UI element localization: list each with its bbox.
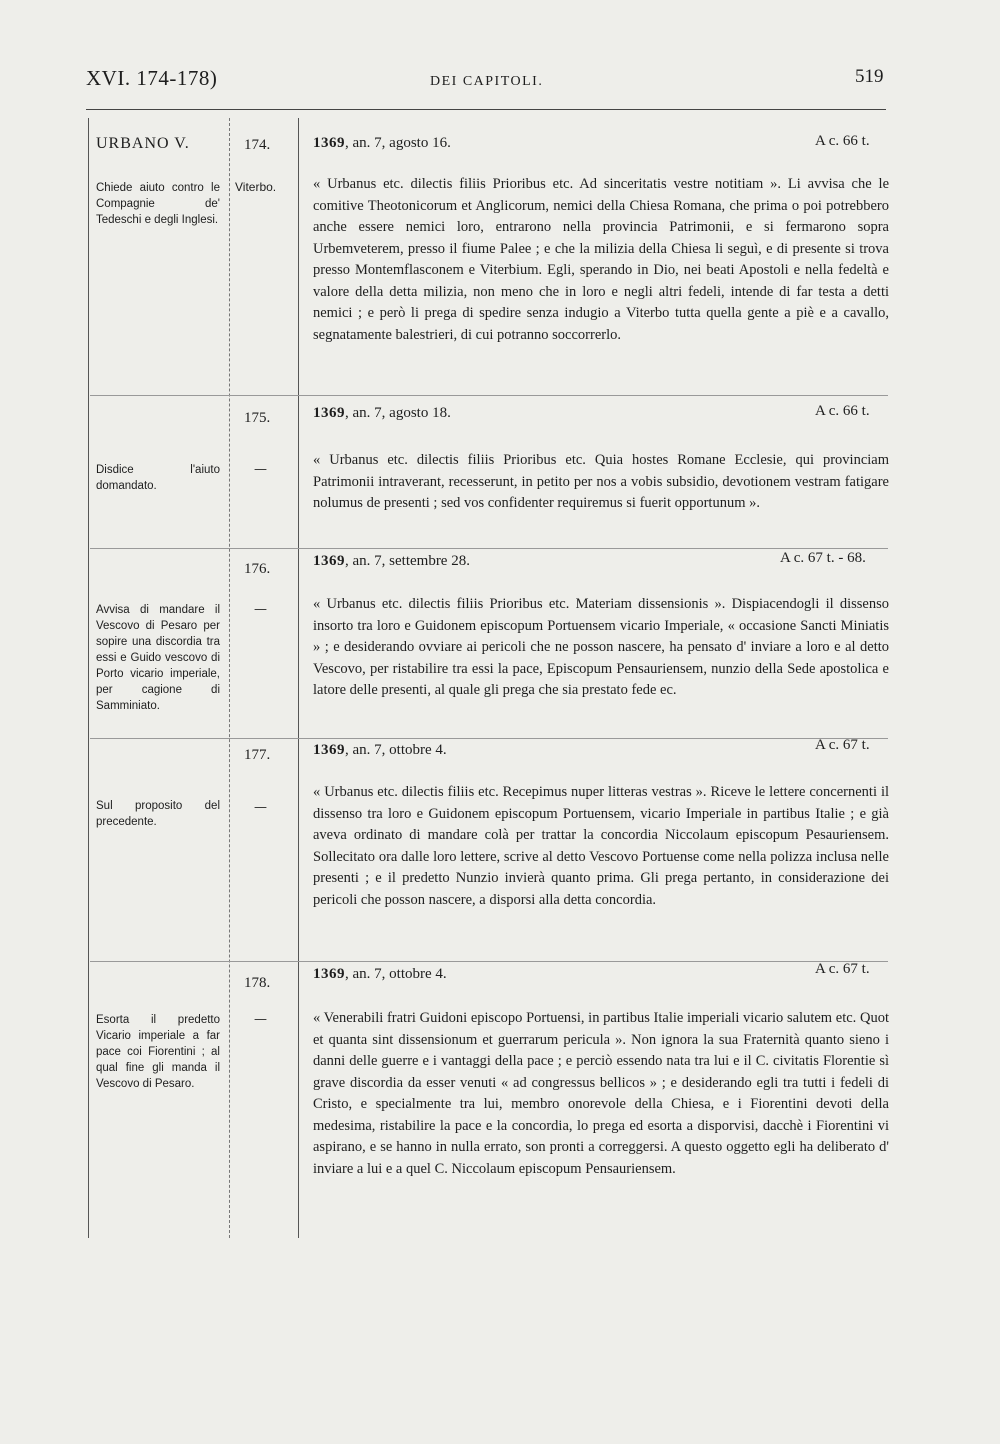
entry-year: 1369 [313, 966, 345, 982]
entry-divider [90, 548, 888, 549]
entry-date-detail: , an. 7, ottobre 4. [345, 966, 447, 982]
entry-date [313, 553, 470, 570]
entry-number: 176. [244, 561, 271, 577]
entry-date [313, 742, 447, 759]
entry-archive-ref: A c. 67 t. [815, 961, 870, 977]
entry-archive-ref: A c. 67 t. [815, 737, 870, 753]
margin-note: Chiede aiuto contro le Compagnie de' Tedeschi e degli Inglesi. [96, 182, 220, 226]
header-title: DEI CAPITOLI. [430, 74, 544, 89]
entry-divider [90, 395, 888, 396]
entry-place: — [254, 800, 267, 815]
entry-year: 1369 [313, 405, 345, 421]
entry-divider [90, 961, 888, 962]
margin-note: Sul proposito del precedente. [96, 800, 220, 828]
entry-text: « Venerabili fratri Guidoni episcopo Portuensi, in partibus Italie imperiali vicario salutem etc. Quot et quanta sint dissensionum et guerrarum pericula ». Non ignora la sua Fraternità quanto sieno i danni delle guerre e i vantaggi della pace ; e perciò essendo nata tra lui e il C. civitatis Florentie sì grave discordia da esser venuti « ad congressus bellicos » ; e desiderando egli tra tutti i fedeli di Cristo, e specialmente tra lui, membro onorevole della Chiesa, e i Fiorentini devoti della medesima, ristabilire la pace e la concordia, lo prega ed esorta a disporvisi, dacchè i Fiorentini vi aspirano, e se hanno in nulla errato, son pronti a correggersi. A questo oggetto egli ha deliberato d' inviare a lui e a quel C. Niccolaum episcopum Pensauriensem. [313, 1010, 889, 1177]
entry-text: « Urbanus etc. dilectis filiis etc. Recepimus nuper litteras vestras ». Riceve le lettere concernenti il dissenso tra loro e Guidonem episcopum Portuensem, vicario Imperiale in partibus Italie ; e già aveva ordinato di mandare colà per trattar la concordia Niccolaum episcopum Pesauriensem. Sollecitato ora dalle loro lettere, scrive al detto Vescovo Portuense come nella polizza inclusa nelle presenti ; e il predetto Nunzio invierà quanto prima. Gli prega pertanto, in considerazione dei pericoli che posson nascere, a disporsi alla detta concordia. [313, 784, 889, 908]
entry-archive-ref: A c. 66 t. [815, 403, 870, 419]
margin-note: Esorta il predetto Vicario imperiale a far pace coi Fiorentini ; al qual fine gli manda il Vescovo di Pesaro. [96, 1014, 220, 1090]
entry-date-detail: , an. 7, agosto 16. [345, 135, 451, 151]
entry-date [313, 135, 451, 152]
page-number: 519 [855, 66, 884, 87]
entry-year: 1369 [313, 553, 345, 569]
entry-date [313, 405, 451, 422]
pope-name: URBANO V. [96, 135, 190, 152]
entry-number: 178. [244, 975, 271, 991]
entry-archive-ref: A c. 67 t. - 68. [780, 550, 866, 566]
entry-place: Viterbo. [235, 180, 277, 194]
entry-year: 1369 [313, 135, 345, 151]
entry-number: 175. [244, 410, 271, 426]
margin-note: Disdice l'aiuto domandato. [96, 464, 220, 492]
entry-text: « Urbanus etc. dilectis filiis Prioribus etc. Quia hostes Romane Ecclesie, qui provinciam Patrimonii intraverant, recesserunt, in petito per nos a vobis subsidio, devotionem vestram fatigare nolumus de presenti ; sed vos confidenter requiremus si fuerit opportunum ». [313, 452, 889, 511]
entry-number: 177. [244, 747, 271, 763]
entry-place: — [254, 1012, 267, 1027]
column-rule-left [88, 118, 89, 1238]
entry-date-detail: , an. 7, agosto 18. [345, 405, 451, 421]
margin-note: Avvisa di mandare il Vescovo di Pesaro per sopire una discordia tra essi e Guido vescovo di Porto vicario imperiale, per cagione di Samminiato. [96, 604, 220, 712]
entry-number: 174. [244, 137, 271, 153]
header-rule [86, 109, 886, 110]
entry-place: — [254, 462, 267, 477]
header-section-ref: XVI. 174-178) [86, 66, 218, 90]
entry-archive-ref: A c. 66 t. [815, 133, 870, 149]
column-rule-body [298, 118, 299, 1238]
entry-text: « Urbanus etc. dilectis filiis Prioribus etc. Materiam dissensionis ». Dispiacendogli il dissenso insorto tra loro e Guidonem episcopum Portuensem vicario Imperiale, « occasione Sancti Miniatis » ; e desiderando ovviare ai pericoli che ne posson nascere, ha pensato d' inviare a loro e al detto Vescovo, per ristabilire tra essi la pace, Episcopum Pensauriensem, nunzio della Sede apostolica e latore delle presenti, al quale gli prega che sia prestato fede ec. [313, 596, 889, 698]
entry-text: « Urbanus etc. dilectis filiis Prioribus etc. Ad sinceritatis vestre notitiam ». Li avvisa che le comitive Theotonicorum et Anglicorum, nemici della Chiesa Romana, che prima o poi potrebbero anche essere nemici loro, entrarono nella provincia Patrimonii, e si fermarono sopra Urbemveterem, presso il fiume Palee ; e che la milizia della Chiesa li seguì, e di presente si trova presso Montemflasconem e Viterbium. Egli, sperando in Dio, nei beati Apostoli e nella fedeltà e valore della detta milizia, non meno che in loro e negli altri fedeli, intende di far testa a detti nemici ; e però li prega di spedire senza indugio a Viterbo tutta quella gente a piè e a cavallo, segnatamente balestrieri, di cui potranno soccorrerlo. [313, 176, 889, 343]
entry-date-detail: , an. 7, settembre 28. [345, 553, 470, 569]
entry-place: — [254, 602, 267, 617]
entry-date [313, 966, 447, 983]
column-rule-notes [229, 118, 231, 1238]
entry-date-detail: , an. 7, ottobre 4. [345, 742, 447, 758]
entry-year: 1369 [313, 742, 345, 758]
entry-divider [90, 738, 888, 739]
